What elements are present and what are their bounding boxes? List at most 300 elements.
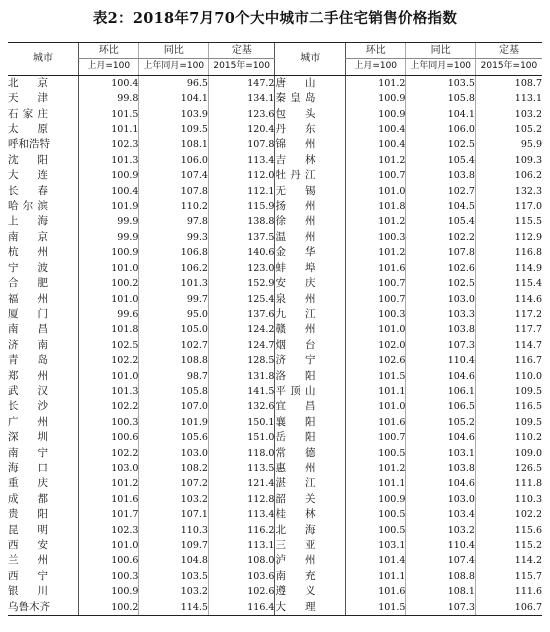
- table-row: [8, 476, 542, 491]
- table-row: [8, 153, 542, 168]
- left-mom-cell: 100.9: [79, 584, 139, 599]
- left-yoy-cell: 103.9: [139, 107, 209, 122]
- right-yoy-cell: 102.6: [406, 261, 476, 276]
- left-yoy-cell: 108.2: [139, 461, 209, 476]
- left-base-cell: 137.5: [208, 230, 274, 245]
- right-yoy-cell: 108.1: [406, 584, 476, 599]
- right-mom-cell: 101.1: [345, 384, 405, 399]
- left-base-cell: 115.9: [208, 199, 274, 214]
- right-city-name: 锦 州: [275, 138, 316, 151]
- left-city-name: 石家庄: [8, 107, 48, 120]
- header-city-right: 城市: [275, 43, 346, 75]
- left-city-cell: [8, 476, 79, 491]
- left-city-cell: [8, 430, 79, 445]
- left-city-cell: [8, 122, 79, 137]
- left-yoy-cell: 103.0: [139, 446, 209, 461]
- right-city-cell: [275, 523, 346, 538]
- right-city-name: 韶 关: [275, 492, 316, 505]
- header-mom-sub-left: 上月=100: [79, 59, 139, 75]
- left-city-name: 广 州: [8, 415, 48, 428]
- right-city-name: 无 锡: [275, 184, 316, 197]
- left-mom-cell: 100.4: [79, 75, 139, 91]
- left-base-cell: 118.0: [208, 446, 274, 461]
- left-yoy-cell: 109.7: [139, 538, 209, 553]
- right-base-cell: 111.6: [475, 584, 542, 599]
- right-city-name: 惠 州: [275, 461, 316, 474]
- right-yoy-cell: 106.5: [406, 399, 476, 414]
- right-yoy-cell: 104.6: [406, 369, 476, 384]
- header-yoy-left: 同比: [139, 43, 209, 59]
- right-yoy-cell: 110.4: [406, 538, 476, 553]
- left-mom-cell: 100.6: [79, 553, 139, 568]
- left-base-cell: 125.4: [208, 292, 274, 307]
- right-city-name: 三 亚: [275, 539, 316, 551]
- left-city-name: 济 南: [8, 338, 48, 351]
- left-base-cell: 102.6: [208, 584, 274, 599]
- left-base-cell: 121.4: [208, 476, 274, 491]
- right-mom-cell: 101.4: [345, 553, 405, 568]
- right-city-cell: [275, 492, 346, 507]
- left-city-cell: [8, 399, 79, 414]
- table-row: [8, 584, 542, 599]
- left-base-cell: 123.0: [208, 261, 274, 276]
- left-mom-cell: 102.2: [79, 446, 139, 461]
- right-mom-cell: 101.2: [345, 245, 405, 260]
- right-yoy-cell: 103.8: [406, 461, 476, 476]
- right-base-cell: 95.9: [475, 137, 542, 152]
- table-row: [8, 384, 542, 399]
- right-base-cell: 126.5: [475, 461, 542, 476]
- right-city-name: 桂 林: [275, 508, 316, 521]
- left-city-cell: [8, 245, 79, 260]
- price-index-table: [8, 43, 542, 616]
- left-city-cell: [8, 168, 79, 183]
- left-mom-cell: 103.0: [79, 461, 139, 476]
- right-city-cell: [275, 584, 346, 599]
- right-city-cell: [275, 168, 346, 183]
- right-base-cell: 117.7: [475, 322, 542, 337]
- right-city-cell: [275, 214, 346, 229]
- left-city-name: 兰 州: [8, 554, 48, 567]
- right-city-cell: [275, 91, 346, 106]
- left-yoy-cell: 102.7: [139, 338, 209, 353]
- left-city-name: 杭 州: [8, 246, 48, 259]
- right-city-name: 牡丹江: [275, 169, 316, 182]
- right-city-name: 蚌 埠: [275, 261, 316, 274]
- left-mom-cell: 101.2: [79, 476, 139, 491]
- right-yoy-cell: 103.1: [406, 446, 476, 461]
- right-mom-cell: 101.0: [345, 322, 405, 337]
- right-city-name: 九 江: [275, 307, 316, 320]
- left-city-cell: [8, 507, 79, 522]
- left-city-cell: [8, 492, 79, 507]
- left-mom-cell: 102.2: [79, 353, 139, 368]
- right-base-cell: 112.9: [475, 230, 542, 245]
- left-yoy-cell: 108.8: [139, 353, 209, 368]
- left-mom-cell: 101.1: [79, 122, 139, 137]
- table-row: [8, 322, 542, 337]
- right-city-name: 金 华: [275, 246, 316, 259]
- right-mom-cell: 100.9: [345, 91, 405, 106]
- right-base-cell: 114.2: [475, 553, 542, 568]
- right-city-cell: [275, 153, 346, 168]
- left-mom-cell: 101.7: [79, 507, 139, 522]
- left-city-name: 太 原: [8, 123, 48, 136]
- right-city-name: 泸 州: [275, 554, 316, 567]
- right-mom-cell: 101.5: [345, 369, 405, 384]
- left-yoy-cell: 95.0: [139, 307, 209, 322]
- left-mom-cell: 100.3: [79, 415, 139, 430]
- left-city-cell: [8, 261, 79, 276]
- table-row: [8, 600, 542, 616]
- left-yoy-cell: 108.1: [139, 137, 209, 152]
- right-yoy-cell: 105.4: [406, 153, 476, 168]
- header-base-sub-right: 2015年=100: [475, 59, 542, 75]
- right-mom-cell: 102.6: [345, 353, 405, 368]
- left-base-cell: 112.8: [208, 492, 274, 507]
- table-header: [8, 43, 542, 75]
- left-base-cell: 124.2: [208, 322, 274, 337]
- right-base-cell: 116.8: [475, 245, 542, 260]
- left-yoy-cell: 107.8: [139, 184, 209, 199]
- table-row: [8, 107, 542, 122]
- right-base-cell: 110.2: [475, 430, 542, 445]
- left-city-cell: [8, 369, 79, 384]
- left-base-cell: 113.1: [208, 538, 274, 553]
- right-city-name: 扬 州: [275, 200, 316, 213]
- left-yoy-cell: 106.0: [139, 153, 209, 168]
- right-yoy-cell: 105.2: [406, 415, 476, 430]
- left-base-cell: 112.0: [208, 168, 274, 183]
- left-city-cell: [8, 107, 79, 122]
- left-city-name: 乌鲁木齐: [8, 600, 50, 613]
- right-city-name: 平顶山: [275, 384, 316, 397]
- right-mom-cell: 101.6: [345, 261, 405, 276]
- right-base-cell: 109.3: [475, 153, 542, 168]
- table-row: [8, 492, 542, 507]
- right-yoy-cell: 105.8: [406, 91, 476, 106]
- right-city-name: 烟 台: [275, 338, 316, 351]
- right-mom-cell: 100.7: [345, 276, 405, 291]
- right-yoy-cell: 107.4: [406, 553, 476, 568]
- left-city-name: 沈 阳: [8, 153, 48, 166]
- right-yoy-cell: 103.8: [406, 168, 476, 183]
- right-mom-cell: 100.5: [345, 523, 405, 538]
- right-city-cell: [275, 461, 346, 476]
- right-city-cell: [275, 199, 346, 214]
- left-city-cell: [8, 523, 79, 538]
- table-row: [8, 369, 542, 384]
- left-city-name: 银 川: [8, 585, 48, 598]
- right-city-name: 常 德: [275, 446, 316, 459]
- right-city-cell: [275, 569, 346, 584]
- left-city-cell: [8, 569, 79, 584]
- right-city-cell: [275, 75, 346, 91]
- right-city-name: 岳 阳: [275, 431, 316, 444]
- table-row: [8, 338, 542, 353]
- right-yoy-cell: 108.8: [406, 569, 476, 584]
- right-base-cell: 115.2: [475, 538, 542, 553]
- right-city-name: 唐 山: [275, 76, 316, 89]
- left-mom-cell: 101.0: [79, 538, 139, 553]
- right-yoy-cell: 103.0: [406, 492, 476, 507]
- right-city-name: 北 海: [275, 523, 316, 536]
- left-base-cell: 123.6: [208, 107, 274, 122]
- left-city-name: 合 肥: [8, 277, 48, 290]
- left-city-cell: [8, 446, 79, 461]
- left-mom-cell: 101.6: [79, 492, 139, 507]
- right-yoy-cell: 103.3: [406, 307, 476, 322]
- table-row: [8, 353, 542, 368]
- left-mom-cell: 100.9: [79, 168, 139, 183]
- right-city-name: 湛 江: [275, 477, 316, 490]
- left-city-cell: [8, 353, 79, 368]
- left-city-cell: [8, 322, 79, 337]
- table-row: [8, 399, 542, 414]
- left-base-cell: 103.6: [208, 569, 274, 584]
- left-city-cell: [8, 584, 79, 599]
- right-mom-cell: 100.4: [345, 122, 405, 137]
- right-city-name: 温 州: [275, 230, 316, 243]
- right-yoy-cell: 105.4: [406, 214, 476, 229]
- table-row: [8, 214, 542, 229]
- left-base-cell: 108.0: [208, 553, 274, 568]
- header-mom-left: 环比: [79, 43, 139, 59]
- right-base-cell: 111.8: [475, 476, 542, 491]
- left-mom-cell: 99.9: [79, 214, 139, 229]
- left-city-cell: [8, 276, 79, 291]
- right-city-cell: [275, 369, 346, 384]
- header-base-left: 定基: [208, 43, 274, 59]
- header-mom-right: 环比: [345, 43, 405, 59]
- left-city-name: 昆 明: [8, 523, 48, 536]
- right-city-cell: [275, 276, 346, 291]
- right-mom-cell: 101.1: [345, 569, 405, 584]
- left-mom-cell: 102.3: [79, 523, 139, 538]
- right-city-cell: [275, 476, 346, 491]
- left-mom-cell: 99.8: [79, 91, 139, 106]
- left-mom-cell: 101.3: [79, 153, 139, 168]
- right-mom-cell: 100.9: [345, 107, 405, 122]
- left-mom-cell: 100.4: [79, 184, 139, 199]
- right-yoy-cell: 103.0: [406, 292, 476, 307]
- header-mom-sub-right: 上月=100: [345, 59, 405, 75]
- right-city-cell: [275, 322, 346, 337]
- right-city-name: 赣 州: [275, 323, 316, 336]
- right-city-cell: [275, 122, 346, 137]
- right-city-cell: [275, 338, 346, 353]
- right-city-name: 洛 阳: [275, 369, 316, 382]
- right-city-name: 大 理: [275, 600, 316, 613]
- left-city-name: 长 沙: [8, 400, 48, 413]
- left-base-cell: 113.5: [208, 461, 274, 476]
- right-base-cell: 117.0: [475, 199, 542, 214]
- right-city-cell: [275, 553, 346, 568]
- right-city-cell: [275, 137, 346, 152]
- left-base-cell: 112.1: [208, 184, 274, 199]
- left-mom-cell: 100.9: [79, 245, 139, 260]
- left-mom-cell: 102.5: [79, 338, 139, 353]
- left-base-cell: 116.4: [208, 600, 274, 616]
- table-row: [8, 507, 542, 522]
- left-city-cell: [8, 538, 79, 553]
- left-base-cell: 140.6: [208, 245, 274, 260]
- right-city-cell: [275, 538, 346, 553]
- right-yoy-cell: 103.5: [406, 75, 476, 91]
- right-base-cell: 114.9: [475, 261, 542, 276]
- left-city-name: 北 京: [8, 76, 48, 89]
- right-yoy-cell: 102.5: [406, 137, 476, 152]
- table-row: [8, 199, 542, 214]
- right-yoy-cell: 106.1: [406, 384, 476, 399]
- right-city-name: 秦皇岛: [275, 92, 316, 105]
- right-mom-cell: 100.5: [345, 446, 405, 461]
- right-city-cell: [275, 107, 346, 122]
- right-base-cell: 103.2: [475, 107, 542, 122]
- left-yoy-cell: 110.3: [139, 523, 209, 538]
- left-yoy-cell: 106.8: [139, 245, 209, 260]
- left-city-name: 深 圳: [8, 431, 48, 444]
- right-city-cell: [275, 415, 346, 430]
- right-base-cell: 108.7: [475, 75, 542, 91]
- right-base-cell: 110.0: [475, 369, 542, 384]
- left-mom-cell: 102.3: [79, 137, 139, 152]
- left-mom-cell: 99.6: [79, 307, 139, 322]
- table-row: [8, 307, 542, 322]
- right-city-name: 安 庆: [275, 277, 316, 290]
- left-city-cell: [8, 307, 79, 322]
- left-yoy-cell: 104.1: [139, 91, 209, 106]
- left-yoy-cell: 103.2: [139, 584, 209, 599]
- left-yoy-cell: 96.5: [139, 75, 209, 91]
- right-city-name: 吉 林: [275, 153, 316, 166]
- left-mom-cell: 101.0: [79, 292, 139, 307]
- table-row: [8, 261, 542, 276]
- left-yoy-cell: 107.4: [139, 168, 209, 183]
- left-base-cell: 147.2: [208, 75, 274, 91]
- header-base-right: 定基: [475, 43, 542, 59]
- left-base-cell: 116.2: [208, 523, 274, 538]
- right-mom-cell: 101.2: [345, 153, 405, 168]
- right-mom-cell: 100.7: [345, 168, 405, 183]
- right-city-name: 遵 义: [275, 585, 316, 598]
- right-base-cell: 115.4: [475, 276, 542, 291]
- left-city-name: 郑 州: [8, 369, 48, 382]
- left-base-cell: 120.4: [208, 122, 274, 137]
- left-yoy-cell: 98.7: [139, 369, 209, 384]
- left-base-cell: 132.6: [208, 399, 274, 414]
- right-mom-cell: 101.2: [345, 461, 405, 476]
- left-base-cell: 150.1: [208, 415, 274, 430]
- right-yoy-cell: 107.3: [406, 338, 476, 353]
- table-row: [8, 122, 542, 137]
- table-row: [8, 446, 542, 461]
- left-mom-cell: 101.8: [79, 322, 139, 337]
- table-body: [8, 75, 542, 615]
- left-city-name: 大 连: [8, 169, 48, 182]
- right-city-name: 南 充: [275, 569, 316, 582]
- left-mom-cell: 101.0: [79, 369, 139, 384]
- right-city-cell: [275, 430, 346, 445]
- header-yoy-right: 同比: [406, 43, 476, 59]
- right-yoy-cell: 102.2: [406, 230, 476, 245]
- right-yoy-cell: 104.1: [406, 107, 476, 122]
- left-city-cell: [8, 153, 79, 168]
- left-base-cell: 137.6: [208, 307, 274, 322]
- right-city-name: 包 头: [275, 107, 316, 120]
- left-city-name: 青 岛: [8, 354, 48, 367]
- left-city-name: 成 都: [8, 492, 48, 505]
- right-base-cell: 110.3: [475, 492, 542, 507]
- header-yoy-sub-right: 上年同月=100: [406, 59, 476, 75]
- table-row: [8, 245, 542, 260]
- right-base-cell: 109.0: [475, 446, 542, 461]
- left-city-name: 福 州: [8, 292, 48, 305]
- left-city-name: 哈尔滨: [8, 200, 48, 213]
- right-base-cell: 115.7: [475, 569, 542, 584]
- table-row: [8, 553, 542, 568]
- right-base-cell: 106.2: [475, 168, 542, 183]
- left-base-cell: 138.8: [208, 214, 274, 229]
- left-base-cell: 131.8: [208, 369, 274, 384]
- left-city-name: 西 安: [8, 539, 48, 551]
- left-city-name: 厦 门: [8, 307, 48, 320]
- right-city-cell: [275, 399, 346, 414]
- left-base-cell: 152.9: [208, 276, 274, 291]
- right-city-cell: [275, 600, 346, 616]
- left-city-cell: [8, 91, 79, 106]
- right-yoy-cell: 110.4: [406, 353, 476, 368]
- left-base-cell: 107.8: [208, 137, 274, 152]
- right-mom-cell: 101.6: [345, 584, 405, 599]
- table-row: [8, 168, 542, 183]
- right-mom-cell: 103.1: [345, 538, 405, 553]
- right-base-cell: 132.3: [475, 184, 542, 199]
- left-yoy-cell: 101.9: [139, 415, 209, 430]
- right-mom-cell: 100.5: [345, 507, 405, 522]
- left-base-cell: 151.0: [208, 430, 274, 445]
- left-city-name: 上 海: [8, 215, 48, 228]
- left-base-cell: 113.4: [208, 153, 274, 168]
- left-city-cell: [8, 600, 79, 616]
- left-yoy-cell: 99.7: [139, 292, 209, 307]
- left-city-cell: [8, 184, 79, 199]
- left-city-cell: [8, 199, 79, 214]
- right-city-name: 丹 东: [275, 123, 316, 136]
- left-city-cell: [8, 384, 79, 399]
- right-yoy-cell: 106.0: [406, 122, 476, 137]
- left-mom-cell: 100.2: [79, 600, 139, 616]
- left-base-cell: 124.7: [208, 338, 274, 353]
- left-mom-cell: 102.2: [79, 399, 139, 414]
- left-yoy-cell: 107.1: [139, 507, 209, 522]
- left-base-cell: 141.5: [208, 384, 274, 399]
- right-mom-cell: 101.0: [345, 399, 405, 414]
- left-mom-cell: 100.6: [79, 430, 139, 445]
- right-yoy-cell: 104.6: [406, 476, 476, 491]
- right-city-cell: [275, 292, 346, 307]
- right-base-cell: 109.5: [475, 415, 542, 430]
- header-base-sub-left: 2015年=100: [208, 59, 274, 75]
- right-city-cell: [275, 384, 346, 399]
- table-row: [8, 523, 542, 538]
- right-yoy-cell: 103.8: [406, 322, 476, 337]
- table-row: [8, 75, 542, 91]
- header-yoy-sub-left: 上年同月=100: [139, 59, 209, 75]
- header-city-left: 城市: [8, 43, 79, 75]
- left-city-cell: [8, 553, 79, 568]
- right-base-cell: 113.1: [475, 91, 542, 106]
